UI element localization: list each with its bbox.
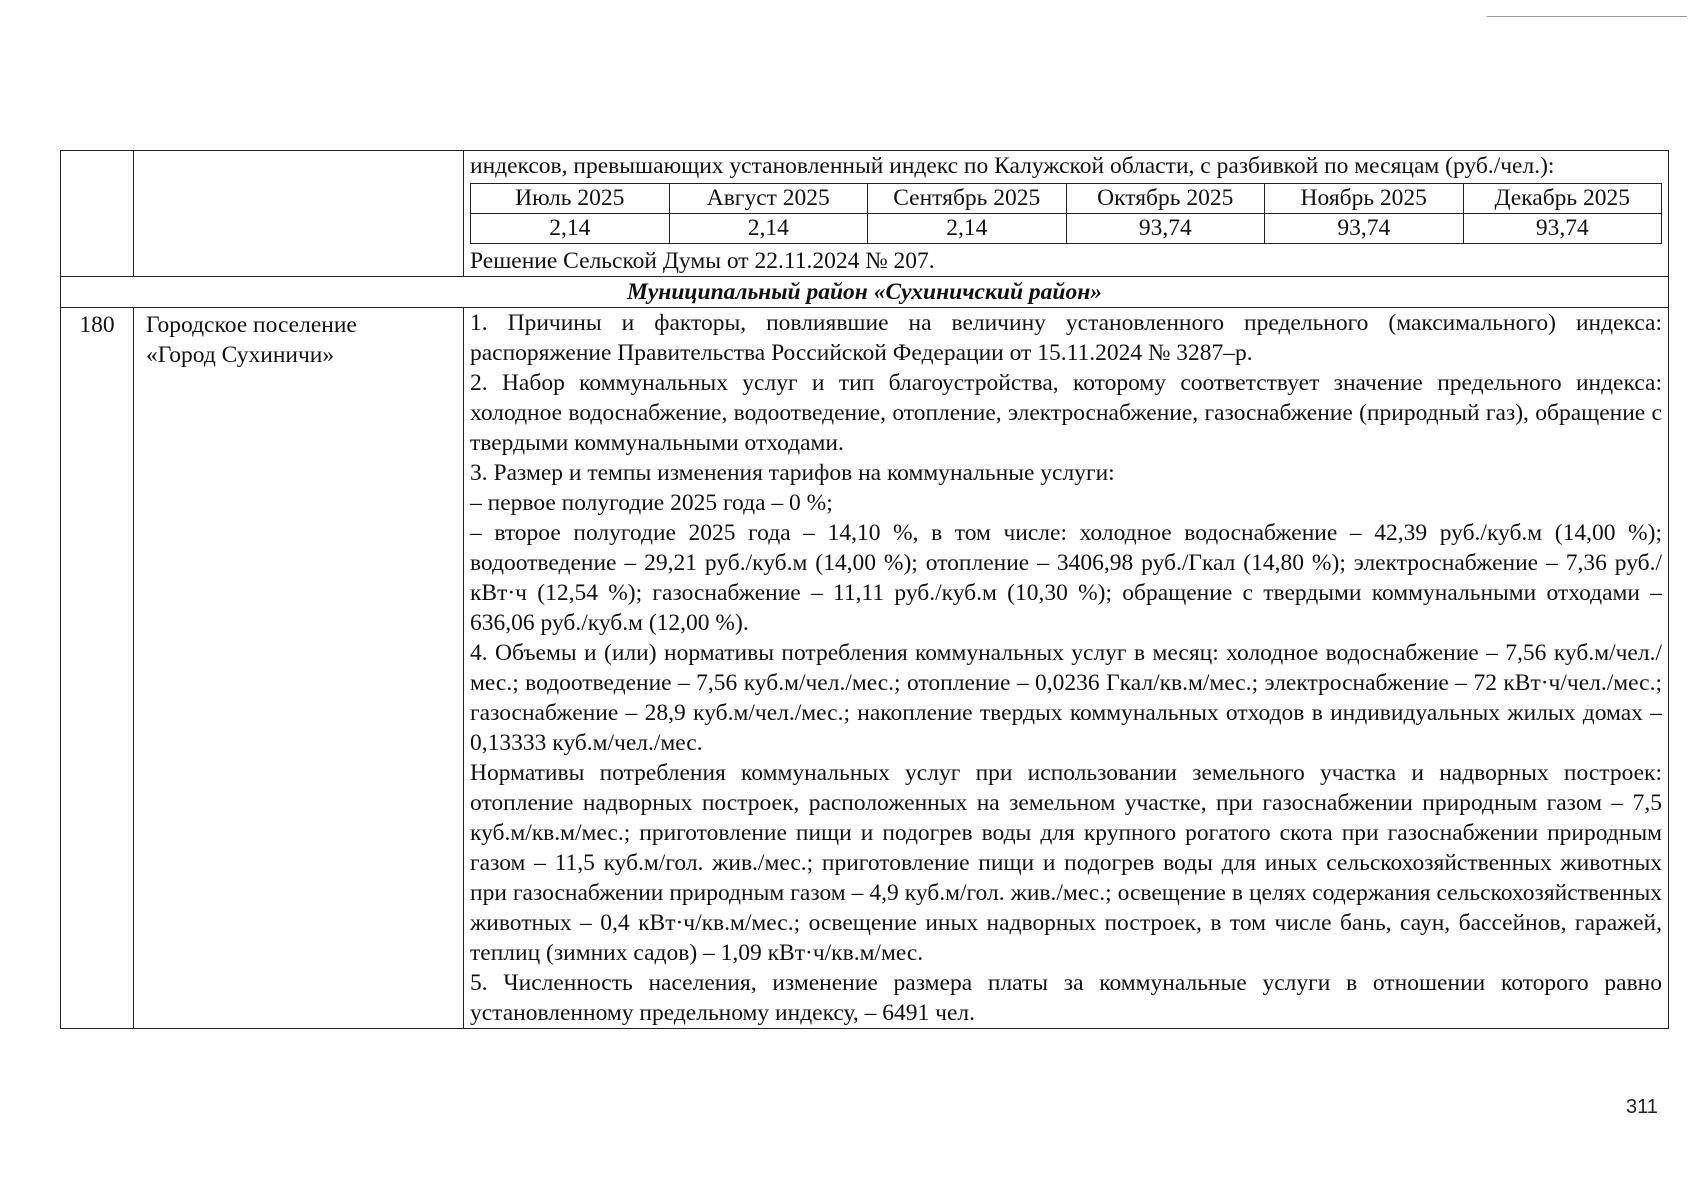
entry-paragraph: 5. Численность населения, изменение размера платы за коммунальные услуги в отношении которого равно установленному предельному индексу, – 6491 чел. <box>470 970 1662 1026</box>
entry-paragraph: – первое полугодие 2025 года – 0 %; <box>470 490 833 516</box>
entry-paragraph: 3. Размер и темпы изменения тарифов на коммунальные услуги: <box>470 460 1115 486</box>
continuation-decision: Решение Сельской Думы от 22.11.2024 № 207. <box>470 248 935 274</box>
month-value: 2,14 <box>669 214 868 244</box>
month-header: Декабрь 2025 <box>1463 184 1662 214</box>
entry-name-line: Городское поселение <box>146 312 357 338</box>
entry-paragraph: Нормативы потребления коммунальных услуг при использовании земельного участка и надворных построек: отопление надворных построек, расположенных на земельном участке, при газоснабжении природным газом – 7,5 куб.м/кв.м/мес.; приготовление пищи и подогрев воды для крупного рогатого скота при газоснабжении природным газом – 11,5 куб.м/гол. жив./мес.; приготовление пищи и подогрев воды для иных сельскохозяйственных животных при газоснабжении природным газом – 4,9 куб.м/гол. жив./мес.; освещение в целях содержания сельскохозяйственных животных – 0,4 кВт·ч/кв.м/мес.; освещение иных надворных построек, в том числе бань, саун, бассейнов, гаражей, теплиц (зимних садов) – 1,09 кВт·ч/кв.м/мес. <box>470 760 1662 966</box>
continuation-content-cell <box>464 151 1669 277</box>
month-value: 93,74 <box>1066 214 1265 244</box>
monthly-index-table <box>470 183 1662 244</box>
month-value: 2,14 <box>868 214 1067 244</box>
entry-row <box>61 308 1669 1029</box>
month-value: 93,74 <box>1265 214 1464 244</box>
entry-name-cell <box>134 308 464 1029</box>
month-header: Ноябрь 2025 <box>1265 184 1464 214</box>
month-value: 93,74 <box>1463 214 1662 244</box>
entry-paragraph: 4. Объемы и (или) нормативы потребления коммунальных услуг в месяц: холодное водоснабжение – 7,56 куб.м/чел./мес.; водоотведение – 7,56 куб.м/чел./мес.; отопление – 0,0236 Гкал/кв.м/мес.; электроснабжение – 72 кВт·ч/чел./мес.; газоснабжение – 28,9 куб.м/чел./мес.; накопление твердых коммунальных отходов в индивидуальных жилых домах – 0,13333 куб.м/чел./мес. <box>470 640 1662 756</box>
entry-name-line: «Город Сухиничи» <box>146 342 335 368</box>
entry-paragraph: – второе полугодие 2025 года – 14,10 %, в том числе: холодное водоснабжение – 42,39 руб./куб.м (14,00 %); водоотведение – 29,21 руб./куб.м (14,00 %); отопление – 3406,98 руб./Гкал (14,80 %); электроснабжение – 7,36 руб./кВт·ч (12,54 %); газоснабжение – 11,11 руб./куб.м (10,30 %); обращение с твердыми коммунальными отходами – 636,06 руб./куб.м (12,00 %). <box>470 520 1662 636</box>
scan-artifact-line <box>1487 16 1687 17</box>
continuation-row <box>61 151 1669 277</box>
month-value: 2,14 <box>471 214 670 244</box>
continuation-name-cell <box>134 151 464 277</box>
month-header: Июль 2025 <box>471 184 670 214</box>
entry-paragraph: 2. Набор коммунальных услуг и тип благоустройства, которому соответствует значение предельного индекса: холодное водоснабжение, водоотведение, отопление, электроснабжение, газоснабжение (природный газ), обращение с твердыми коммунальными отходами. <box>470 370 1662 456</box>
continuation-number-cell <box>61 151 134 277</box>
month-header-row <box>471 184 1662 214</box>
entry-content-cell <box>464 308 1669 1029</box>
month-header: Сентябрь 2025 <box>868 184 1067 214</box>
month-header: Август 2025 <box>669 184 868 214</box>
month-value-row <box>471 214 1662 244</box>
month-header: Октябрь 2025 <box>1066 184 1265 214</box>
entry-number: 180 <box>61 308 134 1029</box>
index-table <box>60 150 1669 1029</box>
region-header-row <box>61 277 1669 308</box>
entry-paragraph: 1. Причины и факторы, повлиявшие на величину установленного предельного (максимального) индекса: распоряжение Правительства Российской Федерации от 15.11.2024 № 3287–р. <box>470 310 1662 366</box>
continuation-intro: индексов, превышающих установленный индекс по Калужской области, с разбивкой по месяцам (руб./чел.): <box>470 153 1555 179</box>
region-header: Муниципальный район «Сухиничский район» <box>61 277 1669 308</box>
page-number: 311 <box>1626 1096 1658 1118</box>
